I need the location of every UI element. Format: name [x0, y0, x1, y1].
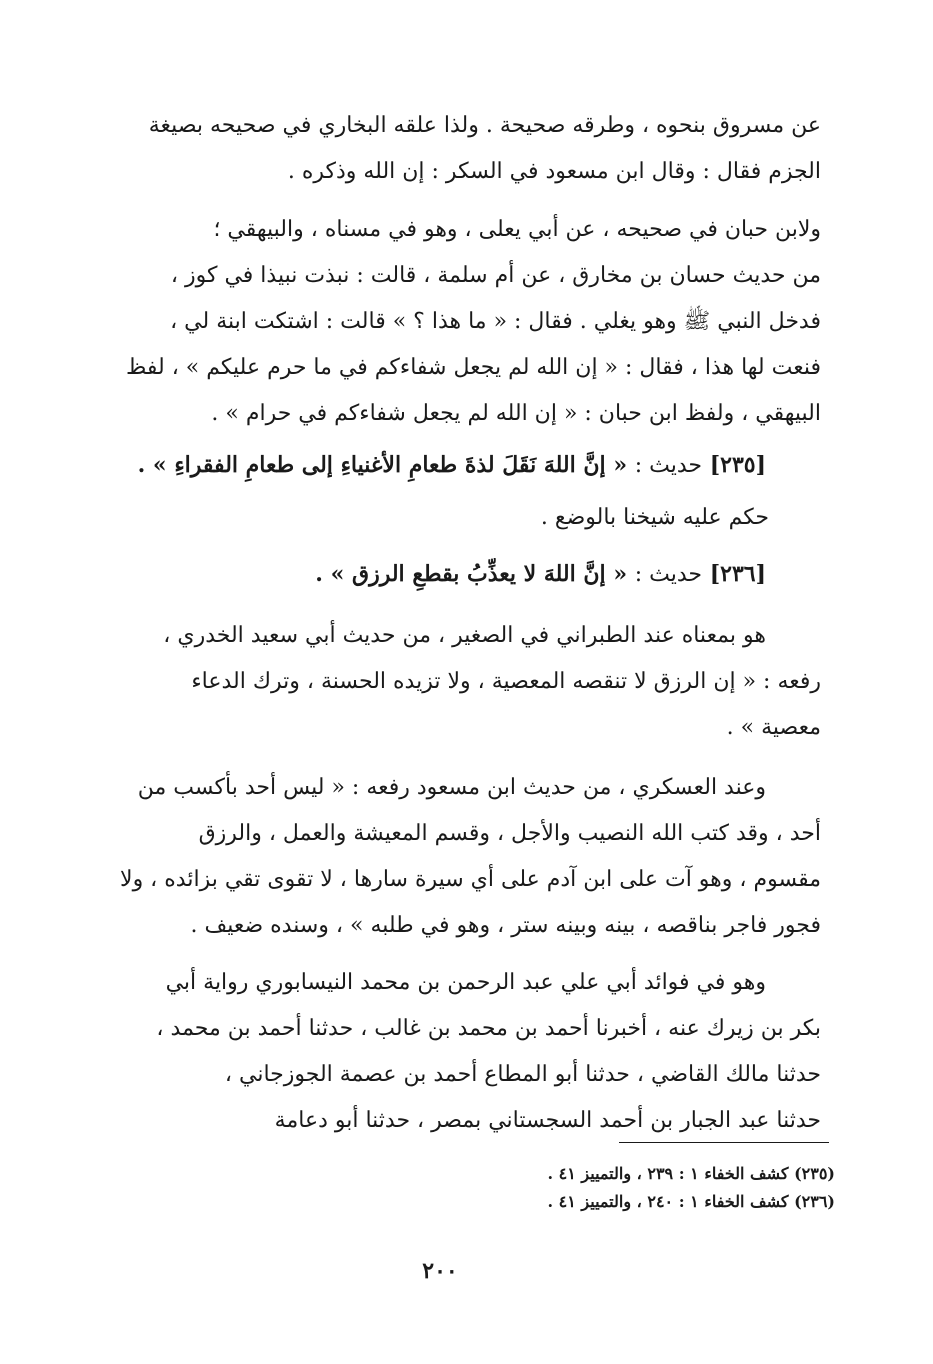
text-line: ولابن حبان في صحيحه ، عن أبي يعلى ، وهو في مسناه ، والبيهقي ؛: [213, 217, 821, 242]
hadith-236-heading: [101, 551, 821, 597]
footnotes: [115, 1160, 835, 1216]
hadith-text: « إنَّ اللهَ لا يعذِّبُ بقطعِ الرزق » .: [315, 561, 628, 587]
paragraph-2: [101, 207, 821, 437]
text-line: الجزم فقال : وقال ابن مسعود في السكر : إن الله وذكره .: [287, 159, 821, 184]
paragraph-3: [101, 613, 821, 751]
footnote-divider: [619, 1142, 829, 1143]
hadith-text: « إنَّ اللهَ نَقَلَ لذةَ طعامِ الأغنياءِ إلى طعامِ الفقراءِ » .: [137, 452, 628, 478]
text-line: بكر بن زيرك عنه ، أخبرنا أحمد بن محمد بن غالب ، حدثنا أحمد بن محمد ،: [156, 1016, 821, 1041]
hadith-235-heading: [101, 442, 821, 488]
text-line: حدثنا عبد الجبار بن أحمد السجستاني بمصر ، حدثنا أبو دعامة: [274, 1108, 821, 1133]
text-line: معصية » .: [726, 715, 821, 740]
hadith-label: حديث :: [634, 562, 703, 587]
paragraph-5: [101, 960, 821, 1144]
paragraph-4: [101, 765, 821, 949]
text-line: البيهقي ، ولفظ ابن حبان : « إن الله لم يجعل شفاءكم في حرام » .: [211, 401, 821, 426]
footnote-235: (٢٣٥) كشف الخفاء ١ : ٢٣٩ ، والتمييز ٤١ .: [547, 1164, 835, 1183]
text-line: أحد ، وقد كتب الله النصيب والأجل ، وقسم المعيشة والعمل ، والرزق: [198, 821, 821, 846]
page-number: ٢٠٠: [422, 1258, 458, 1284]
text-line: فدخل النبي ﷺ وهو يغلي . فقال : « ما هذا ؟ » قالت : اشتكت ابنة لي ،: [170, 309, 821, 334]
text-line: رفعه : « إن الرزق لا تنقصه المعصية ، ولا تزيده الحسنة ، وترك الدعاء: [191, 669, 821, 694]
hadith-number: [٢٣٦]: [709, 561, 766, 587]
text-line: هو بمعناه عند الطبراني في الصغير ، من حديث أبي سعيد الخدري ،: [163, 623, 766, 648]
text-line: وعند العسكري ، من حديث ابن مسعود رفعه : « ليس أحد بأكسب من: [137, 775, 766, 800]
text-line: حدثنا مالك القاضي ، حدثنا أبو المطاع أحمد بن عصمة الجوزجاني ،: [224, 1062, 821, 1087]
text-line: فنعت لها هذا ، فقال : « إن الله لم يجعل شفاءكم في ما حرم عليكم » ، لفظ: [125, 355, 821, 380]
text-line: من حديث حسان بن مخارق ، عن أم سلمة ، قالت : نبذت نبيذا في كوز ،: [170, 263, 821, 288]
footnote-236: (٢٣٦) كشف الخفاء ١ : ٢٤٠ ، والتمييز ٤١ .: [547, 1192, 835, 1211]
text-line: عن مسروق بنحوه ، وطرقه صحيحة . ولذا علقه البخاري في صحيحه بصيغة: [148, 113, 821, 138]
text-line: وهو في فوائد أبي علي عبد الرحمن بن محمد النيسابوري رواية أبي: [165, 970, 766, 995]
paragraph-1: [101, 103, 821, 195]
ruling-text: حكم عليه شيخنا بالوضع .: [540, 505, 769, 530]
hadith-label: حديث :: [634, 453, 703, 478]
ruling-line: [49, 495, 769, 541]
text-line: فجور فاجر بناقصه ، بينه وبينه ستر ، وهو في طلبه » ، وسنده ضعيف .: [190, 913, 821, 938]
text-line: مقسوم ، وهو آت على ابن آدم على أي سيرة سارها ، لا تقوى تقي بزائده ، ولا: [120, 867, 821, 892]
hadith-number: [٢٣٥]: [709, 452, 766, 478]
